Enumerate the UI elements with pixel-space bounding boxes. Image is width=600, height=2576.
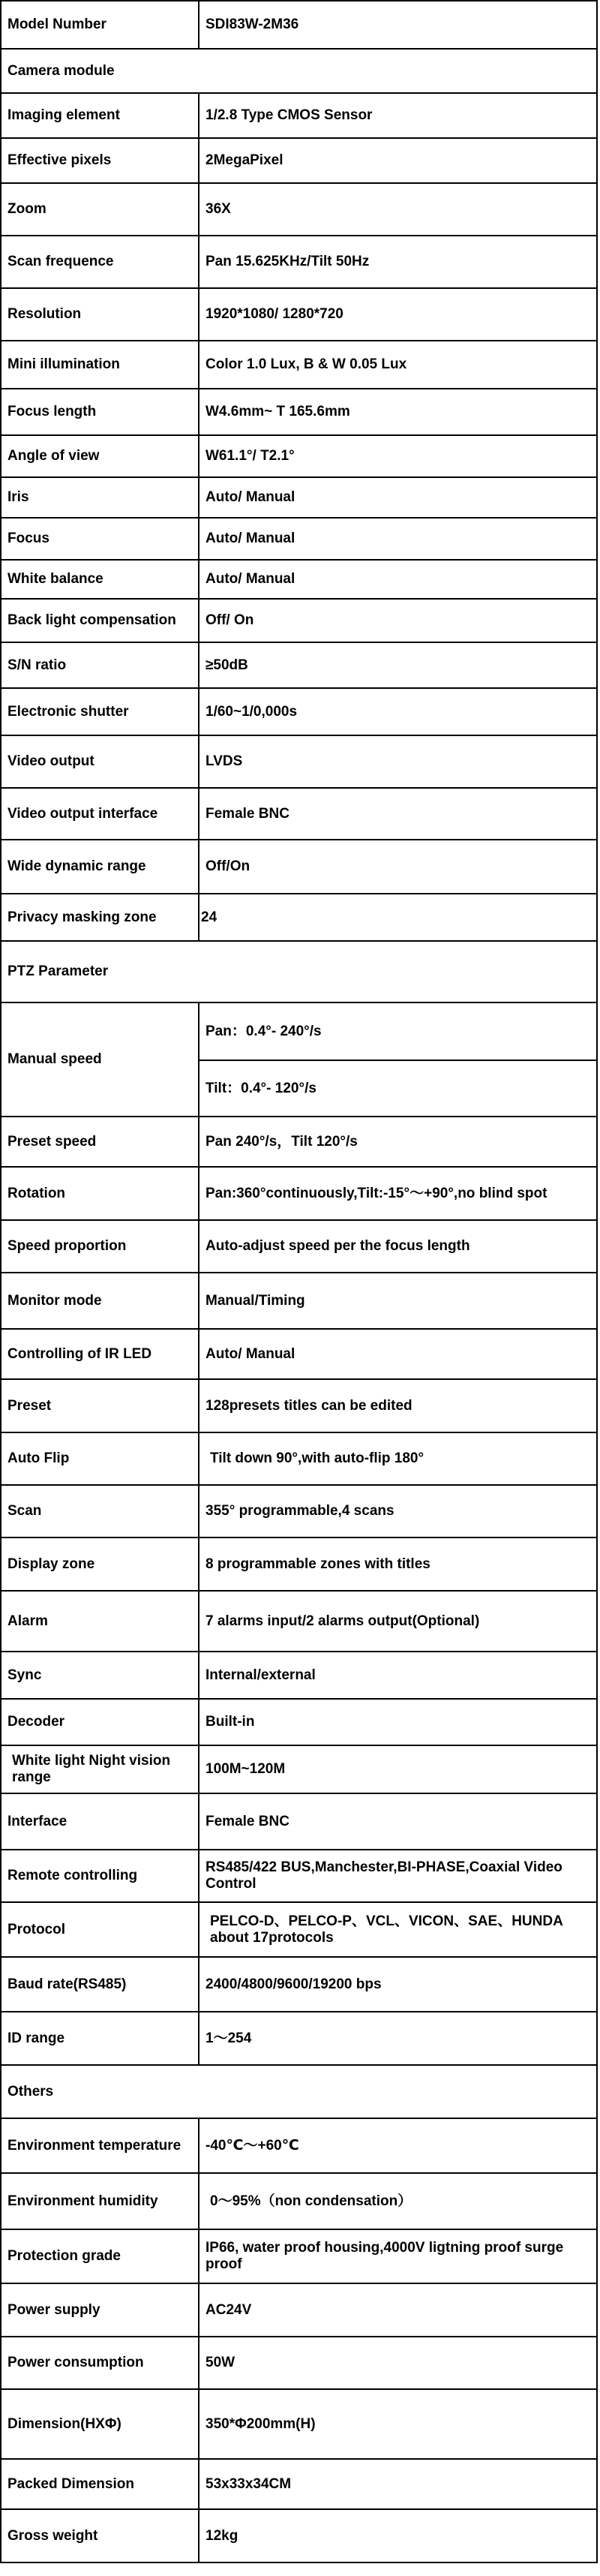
spec-row	[1, 1002, 597, 1060]
spec-row	[1, 1379, 597, 1432]
spec-value: 24	[199, 894, 597, 941]
spec-label: Preset speed	[1, 1117, 199, 1167]
spec-label: Scan	[1, 1485, 199, 1537]
spec-label: Controlling of IR LED	[1, 1329, 199, 1379]
spec-row	[1, 735, 597, 788]
spec-label: Effective pixels	[1, 138, 199, 183]
spec-label: Interface	[1, 1793, 199, 1850]
spec-row	[1, 93, 597, 138]
spec-value: Tilt：0.4°- 120°/s	[199, 1060, 597, 1117]
spec-row	[1, 1957, 597, 2012]
spec-label: Video output	[1, 735, 199, 788]
spec-value: Pan 15.625KHz/Tilt 50Hz	[199, 236, 597, 288]
spec-label: White balance	[1, 560, 199, 599]
spec-value: Manual/Timing	[199, 1273, 597, 1329]
spec-value: Pan:360°continuously,Tilt:-15°～+90°,no blind spot	[199, 1167, 597, 1220]
spec-row	[1, 2118, 597, 2173]
spec-row	[1, 2509, 597, 2562]
spec-value: Auto/ Manual	[199, 477, 597, 518]
spec-value: Color 1.0 Lux, B & W 0.05 Lux	[199, 341, 597, 389]
spec-row	[1, 1432, 597, 1485]
spec-row	[1, 894, 597, 941]
spec-value: Tilt down 90°,with auto-flip 180°	[199, 1432, 597, 1485]
spec-row	[1, 389, 597, 435]
spec-value: -40℃～+60℃	[199, 2118, 597, 2173]
spec-value: 0～95%（non condensation）	[199, 2173, 597, 2229]
spec-label: Resolution	[1, 288, 199, 341]
spec-label: Focus length	[1, 389, 199, 435]
spec-label: Power consumption	[1, 2337, 199, 2389]
spec-label: Display zone	[1, 1537, 199, 1591]
spec-value: 7 alarms input/2 alarms output(Optional)	[199, 1591, 597, 1652]
spec-label: Monitor mode	[1, 1273, 199, 1329]
spec-label: Rotation	[1, 1167, 199, 1220]
spec-row	[1, 518, 597, 560]
spec-label: Manual speed	[1, 1002, 199, 1117]
spec-label: S/N ratio	[1, 642, 199, 688]
spec-row	[1, 560, 597, 599]
spec-row	[1, 1793, 597, 1850]
spec-value: RS485/422 BUS,Manchester,BI-PHASE,Coaxial Video Control	[199, 1850, 597, 1902]
section-header	[1, 2065, 597, 2118]
spec-label: Electronic shutter	[1, 688, 199, 735]
spec-row	[1, 1537, 597, 1591]
spec-row	[1, 1, 597, 49]
spec-row	[1, 2173, 597, 2229]
spec-value: PELCO-D、PELCO-P、VCL、VICON、SAE、HUNDA about 17protocols	[199, 1902, 597, 1957]
spec-value: Auto/ Manual	[199, 560, 597, 599]
section-title: PTZ Parameter	[1, 941, 597, 1002]
spec-row	[1, 138, 597, 183]
spec-value: LVDS	[199, 735, 597, 788]
spec-label: Preset	[1, 1379, 199, 1432]
spec-value: Pan：0.4°- 240°/s	[199, 1002, 597, 1060]
spec-value: 2400/4800/9600/19200 bps	[199, 1957, 597, 2012]
spec-row	[1, 2229, 597, 2283]
spec-value: SDI83W-2M36	[199, 1, 597, 49]
spec-label: Environment humidity	[1, 2173, 199, 2229]
spec-label: Packed Dimension	[1, 2459, 199, 2509]
spec-row	[1, 788, 597, 840]
spec-row	[1, 1220, 597, 1273]
spec-row	[1, 236, 597, 288]
spec-value: Female BNC	[199, 1793, 597, 1850]
spec-row	[1, 1745, 597, 1793]
spec-row	[1, 288, 597, 341]
spec-value: 1/60~1/0,000s	[199, 688, 597, 735]
spec-value: Female BNC	[199, 788, 597, 840]
spec-value: Pan 240°/s，Tilt 120°/s	[199, 1117, 597, 1167]
spec-label: Imaging element	[1, 93, 199, 138]
spec-label: Scan frequence	[1, 236, 199, 288]
spec-label: Protection grade	[1, 2229, 199, 2283]
spec-value: 1/2.8 Type CMOS Sensor	[199, 93, 597, 138]
spec-row	[1, 1591, 597, 1652]
spec-row	[1, 1902, 597, 1957]
spec-value: Auto/ Manual	[199, 1329, 597, 1379]
spec-value: 1～254	[199, 2012, 597, 2065]
spec-label: Mini illumination	[1, 341, 199, 389]
section-header	[1, 941, 597, 1002]
spec-value: Off/On	[199, 840, 597, 894]
spec-row	[1, 1699, 597, 1745]
spec-row	[1, 688, 597, 735]
spec-row	[1, 2283, 597, 2337]
spec-label: Protocol	[1, 1902, 199, 1957]
spec-label: Environment temperature	[1, 2118, 199, 2173]
spec-value: Auto/ Manual	[199, 518, 597, 560]
section-title: Camera module	[1, 49, 597, 93]
spec-label: Gross weight	[1, 2509, 199, 2562]
spec-label: Power supply	[1, 2283, 199, 2337]
spec-row	[1, 1652, 597, 1699]
spec-label: Baud rate(RS485)	[1, 1957, 199, 2012]
spec-value: Built-in	[199, 1699, 597, 1745]
spec-value: Auto-adjust speed per the focus length	[199, 1220, 597, 1273]
spec-label: Zoom	[1, 183, 199, 236]
spec-value: W61.1°/ T2.1°	[199, 435, 597, 477]
spec-value: IP66, water proof housing,4000V ligtning proof surge proof	[199, 2229, 597, 2283]
spec-label: Sync	[1, 1652, 199, 1699]
spec-row	[1, 435, 597, 477]
spec-value: 350*Φ200mm(H)	[199, 2389, 597, 2459]
spec-value: 12kg	[199, 2509, 597, 2562]
spec-row	[1, 840, 597, 894]
spec-value: Internal/external	[199, 1652, 597, 1699]
spec-row	[1, 642, 597, 688]
spec-label: Speed proportion	[1, 1220, 199, 1273]
spec-row	[1, 2459, 597, 2509]
spec-row	[1, 341, 597, 389]
spec-label: Model Number	[1, 1, 199, 49]
spec-row	[1, 1273, 597, 1329]
section-title: Others	[1, 2065, 597, 2118]
spec-value: AC24V	[199, 2283, 597, 2337]
section-header	[1, 49, 597, 93]
spec-label: Decoder	[1, 1699, 199, 1745]
spec-label: Wide dynamic range	[1, 840, 199, 894]
spec-label: Privacy masking zone	[1, 894, 199, 941]
spec-row	[1, 2012, 597, 2065]
spec-value: 50W	[199, 2337, 597, 2389]
spec-label: Angle of view	[1, 435, 199, 477]
spec-label: White light Night vision range	[1, 1745, 199, 1793]
spec-value: 1920*1080/ 1280*720	[199, 288, 597, 341]
spec-value: 53x33x34CM	[199, 2459, 597, 2509]
spec-label: Focus	[1, 518, 199, 560]
spec-row	[1, 2337, 597, 2389]
spec-value: ≥50dB	[199, 642, 597, 688]
spec-value: Off/ On	[199, 599, 597, 642]
spec-value: 128presets titles can be edited	[199, 1379, 597, 1432]
spec-value: 36X	[199, 183, 597, 236]
spec-row	[1, 599, 597, 642]
spec-label: Video output interface	[1, 788, 199, 840]
spec-row	[1, 2389, 597, 2459]
spec-value: W4.6mm~ T 165.6mm	[199, 389, 597, 435]
spec-value: 100M~120M	[199, 1745, 597, 1793]
spec-label: Iris	[1, 477, 199, 518]
spec-label: ID range	[1, 2012, 199, 2065]
spec-label: Back light compensation	[1, 599, 199, 642]
spec-row	[1, 1117, 597, 1167]
spec-value: 355° programmable,4 scans	[199, 1485, 597, 1537]
spec-label: Dimension(HXΦ)	[1, 2389, 199, 2459]
spec-value: 8 programmable zones with titles	[199, 1537, 597, 1591]
spec-row	[1, 1329, 597, 1379]
spec-row	[1, 1850, 597, 1902]
spec-value: 2MegaPixel	[199, 138, 597, 183]
spec-label: Alarm	[1, 1591, 199, 1652]
spec-row	[1, 1167, 597, 1220]
spec-label: Remote controlling	[1, 1850, 199, 1902]
spec-row	[1, 1485, 597, 1537]
spec-row	[1, 477, 597, 518]
spec-row	[1, 183, 597, 236]
spec-label: Auto Flip	[1, 1432, 199, 1485]
